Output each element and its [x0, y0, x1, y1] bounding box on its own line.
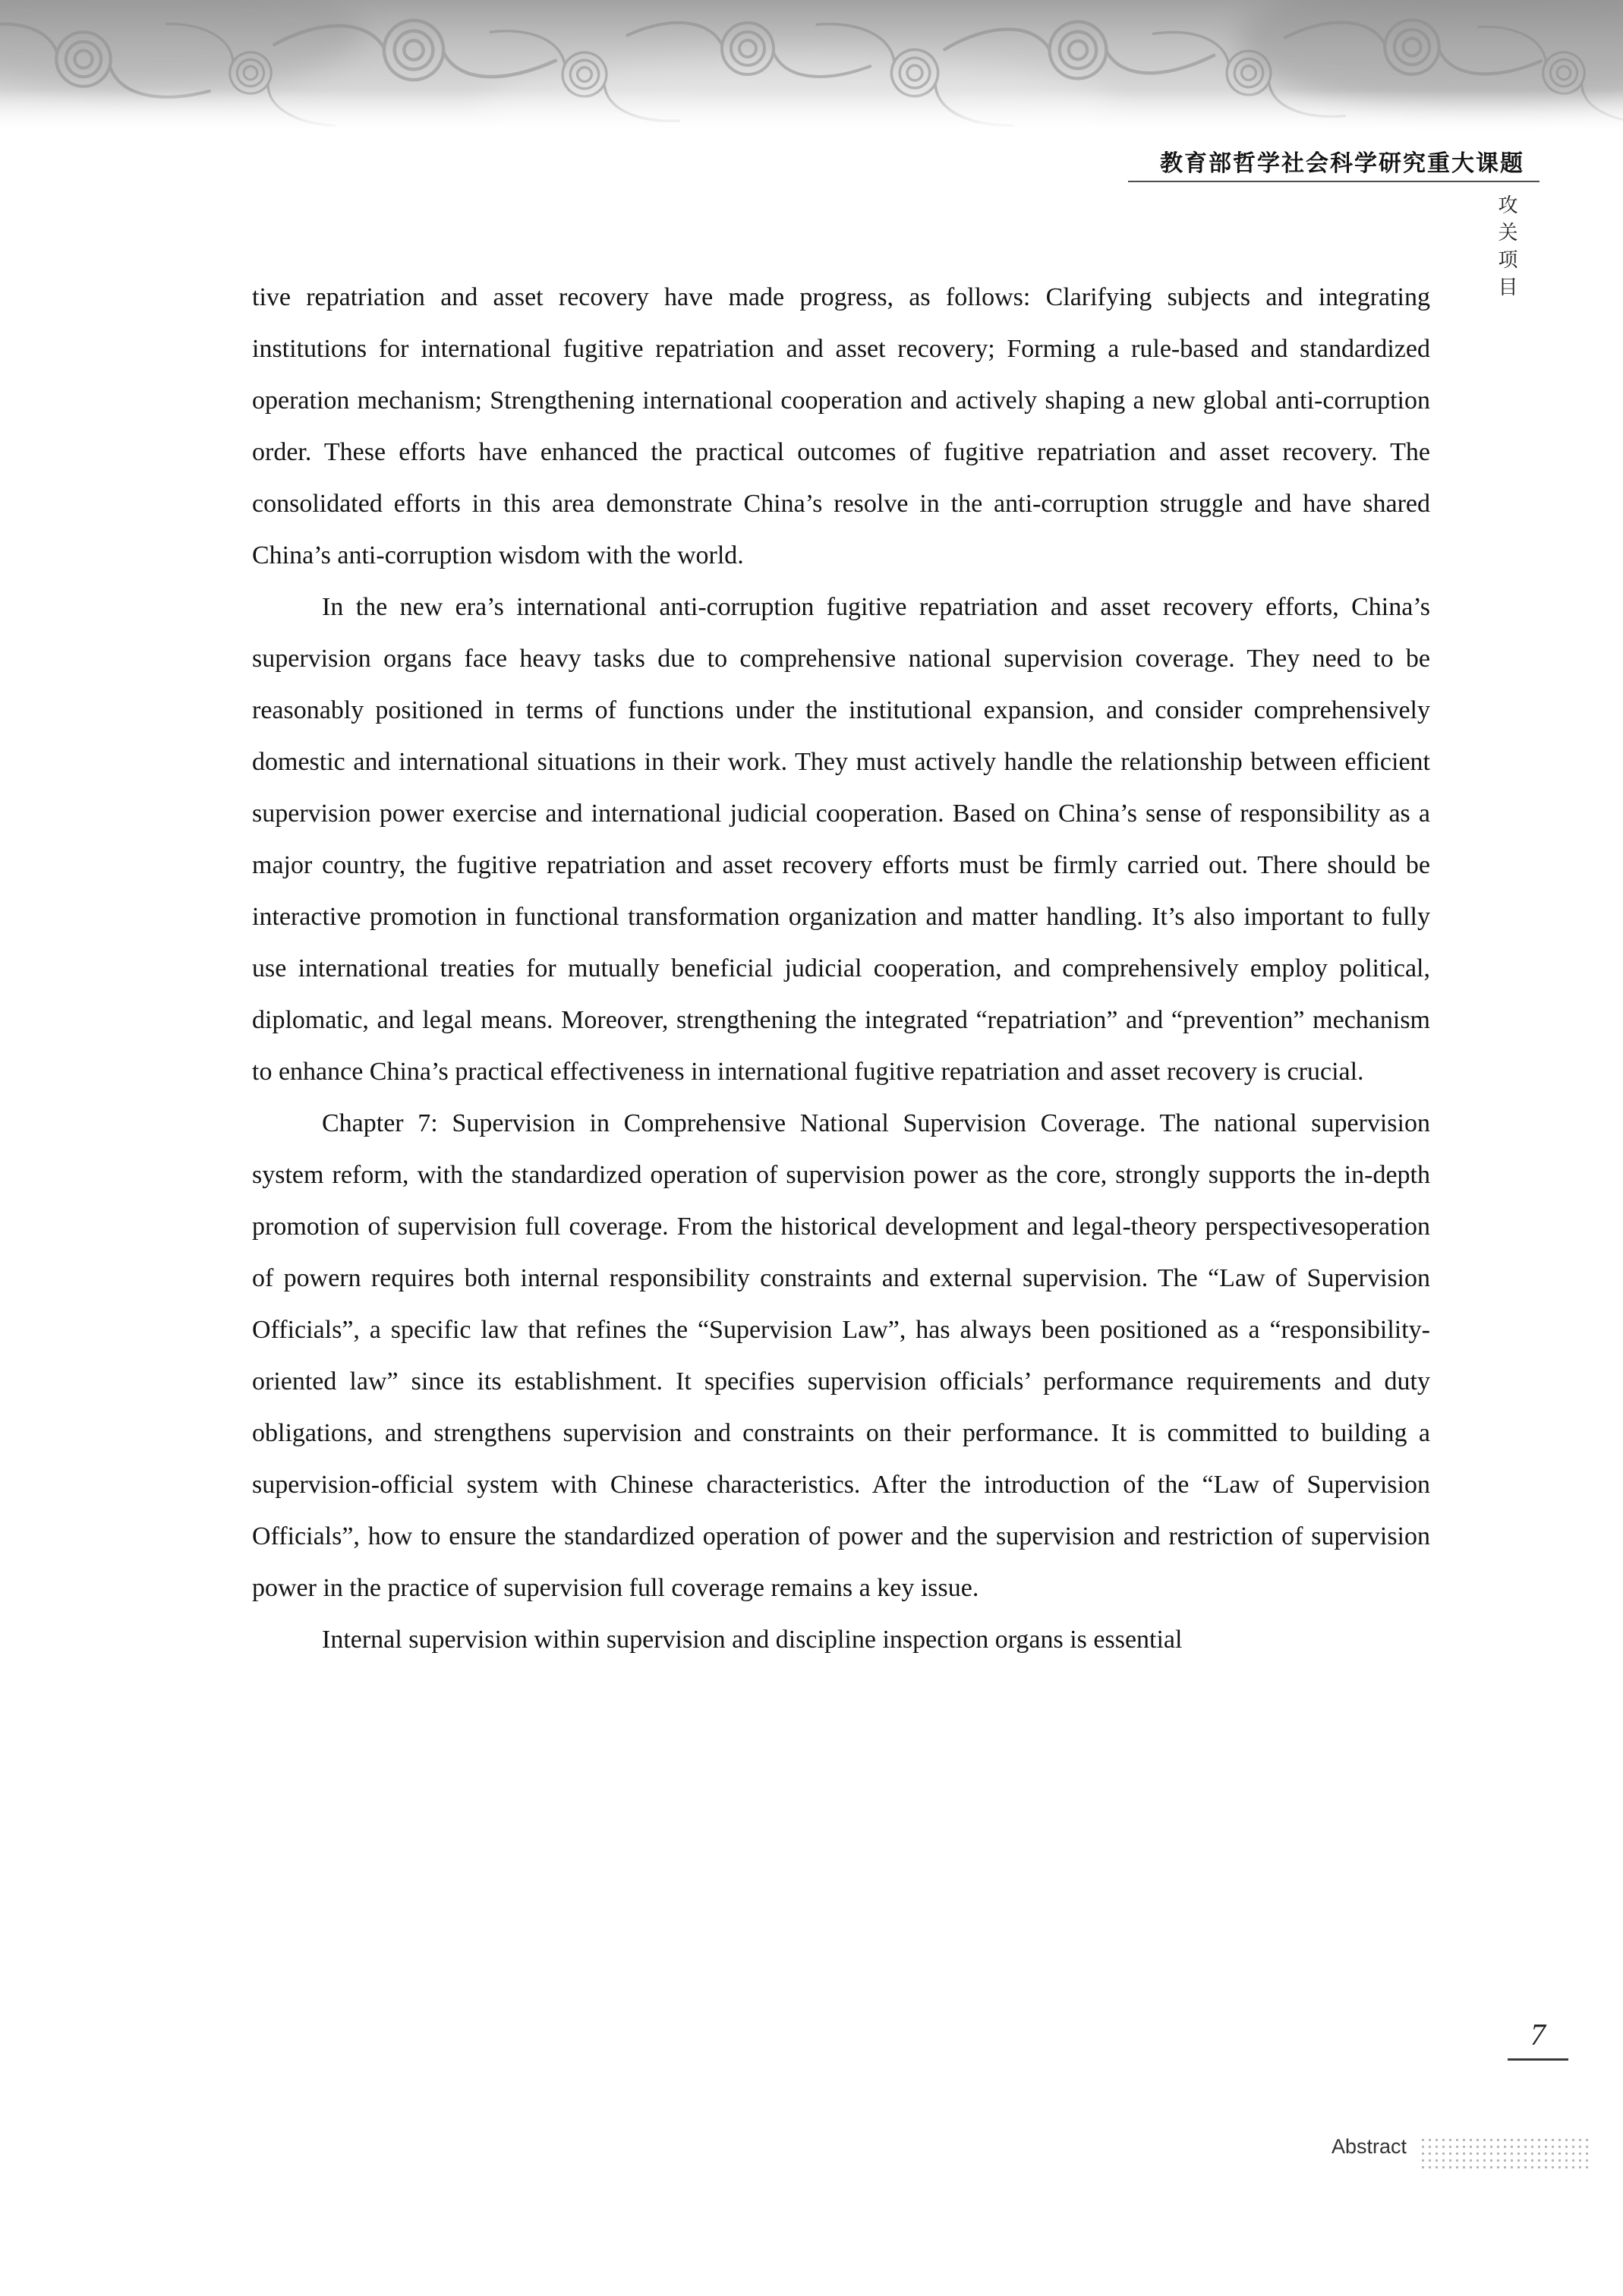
halftone-strip — [1420, 2137, 1593, 2170]
paragraph-3: Chapter 7: Supervision in Comprehensive National Supervision Coverage. The national supervision system reform, with the standardized operation of supervision power as the core, strongly supports the in-depth promotion of supervision full coverage. From the historical development and legal-theory perspectivesoperation of powern requires both internal responsibility constraints and external supervision. The “Law of Supervision Officials”, a specific law that refines the “Supervision Law”, has always been positioned as a “responsibility-oriented law” since its establishment. It specifies supervision officials’ performance requirements and duty obligations, and strengthens supervision and constraints on their performance. It is committed to building a supervision-official system with Chinese characteristics. After the introduction of the “Law of Supervision Officials”, how to ensure the standardized operation of power and the supervision and restriction of supervision power in the practice of supervision full coverage remains a key issue. — [252, 1109, 1430, 1602]
project-label-vertical: 攻关项目 — [1495, 194, 1518, 304]
page-number: 7 — [1508, 2017, 1568, 2061]
paragraph-4: Internal supervision within supervision and discipline inspection organs is essential — [322, 1626, 1183, 1654]
paragraph-2: In the new era’s international anti-corruption fugitive repatriation and asset recovery efforts, China’s supervision organs face heavy tasks due to comprehensive national supervision coverage. They need to be reasonably positioned in terms of functions under the institutional expansion, and consider comprehensively domestic and international situations in their work. They must actively handle the relationship between efficient supervision power exercise and international judicial cooperation. Based on China’s sense of responsibility as a major country, the fugitive repatriation and asset recovery efforts must be firmly carried out. There should be interactive promotion in functional transformation organization and matter handling. It’s also important to fully use international treaties for mutually beneficial judicial cooperation, and comprehensively employ political, diplomatic, and legal means. Moreover, strengthening the integrated “repatriation” and “prevention” mechanism to enhance China’s practical effectiveness in international fugitive repatriation and asset recovery is crucial. — [252, 593, 1430, 1086]
project-title: 教育部哲学社会科学研究重大课题 — [1160, 151, 1524, 176]
paragraph-1: tive repatriation and asset recovery have made progress, as follows: Clarifying subjects and integrating institutions for international fugitive repatriation and asset recovery; Forming a rule-based and standardized operation mechanism; Strengthening international cooperation and actively shaping a new global anti-corruption order. These efforts have enhanced the practical outcomes of fugitive repatriation and asset recovery. The consolidated efforts in this area demonstrate China’s resolve in the anti-corruption struggle and have shared China’s anti-corruption wisdom with the world. — [252, 283, 1430, 569]
cloud-pattern-banner — [0, 0, 1623, 131]
section-label: Abstract — [1331, 2135, 1407, 2158]
abstract-body — [252, 272, 1430, 1666]
header-rule — [1128, 181, 1539, 182]
